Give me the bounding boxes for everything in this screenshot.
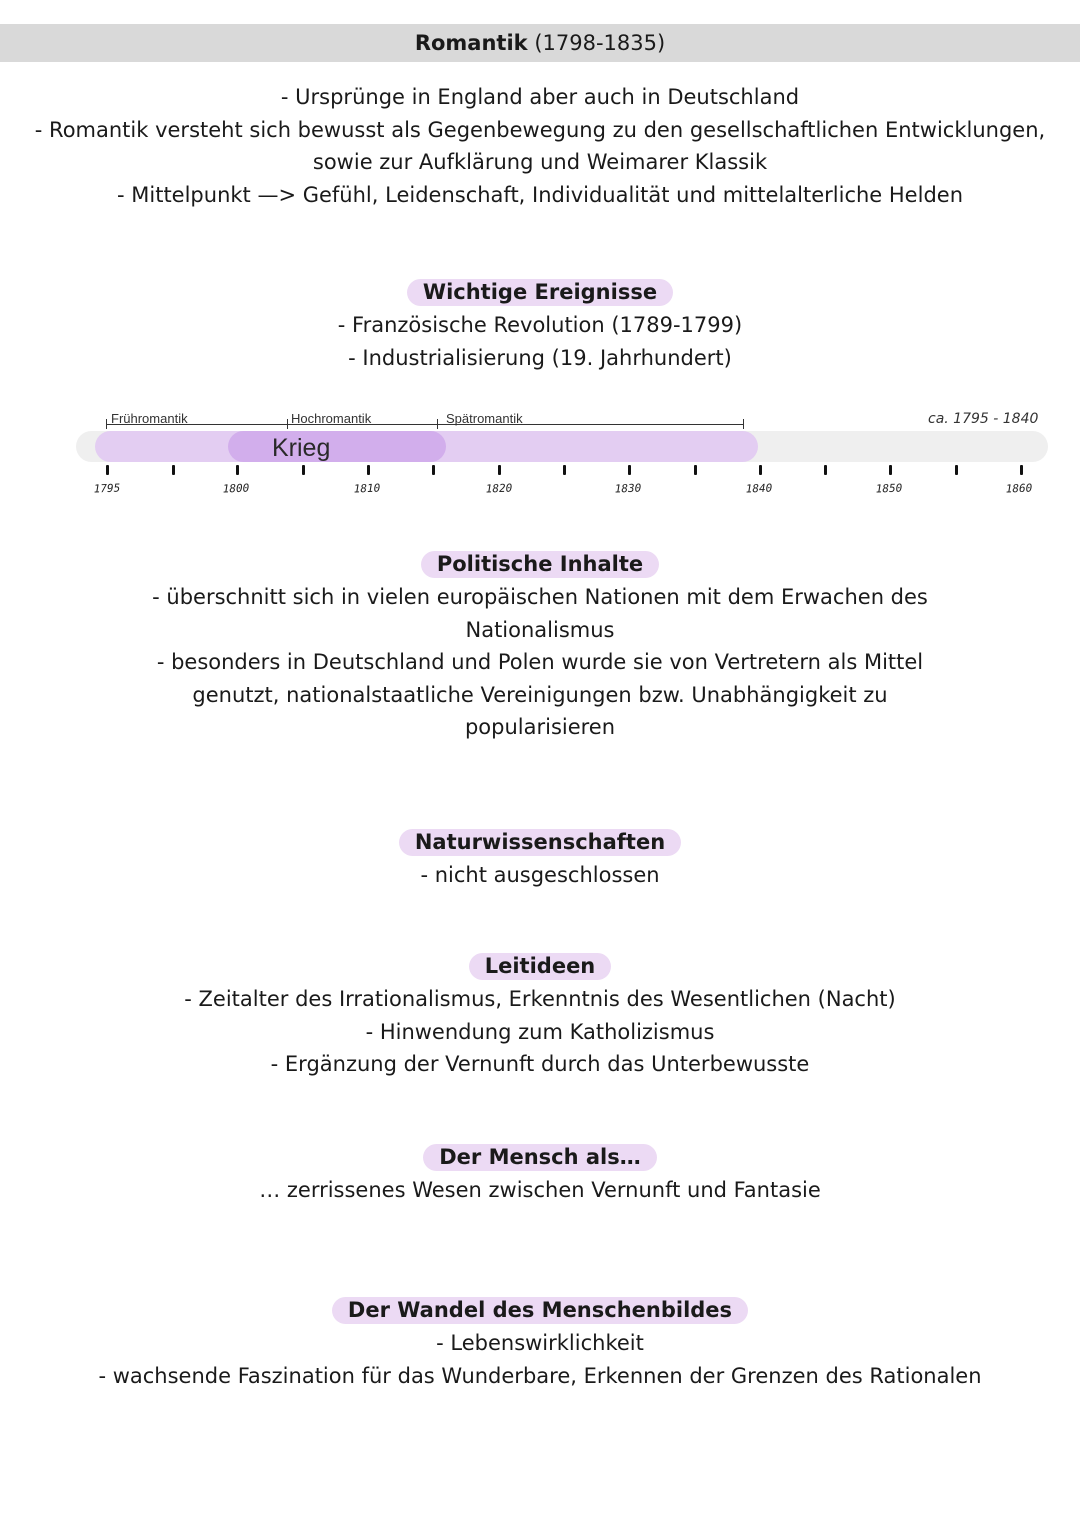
timeline-tick <box>694 465 697 475</box>
year-label: 1800 <box>222 481 250 496</box>
events-line: - Französische Revolution (1789-1799) <box>337 313 743 337</box>
timeline-tick <box>759 465 762 475</box>
change-line: - wachsende Faszination für das Wunderbare, Erkennen der Grenzen des Rationalen <box>98 1363 982 1388</box>
timeline-tick <box>824 465 827 475</box>
title-main: Romantik <box>414 31 528 55</box>
ideas-line: - Zeitalter des Irrationalismus, Erkenntnis des Wesentlichen (Nacht) <box>184 987 896 1011</box>
politics-line: - überschnitt sich in vielen europäischen Nationen mit dem Erwachen des <box>152 585 928 609</box>
period-divider <box>743 419 744 429</box>
year-label: 1860 <box>1005 481 1033 496</box>
timeline-tick <box>236 465 239 475</box>
science-section <box>0 826 1080 892</box>
period-label-fruehromantik: Frühromantik <box>111 411 188 426</box>
human-line: … zerrissenes Wesen zwischen Vernunft und Fantasie <box>259 1178 821 1202</box>
title-dates: (1798-1835) <box>527 31 666 55</box>
year-label: 1810 <box>353 481 381 496</box>
period-label-hochromantik: Hochromantik <box>291 411 372 426</box>
intro-line: - Romantik versteht sich bewusst als Gegenbewegung zu den gesellschaftlichen Entwicklungen, <box>34 117 1046 142</box>
year-label: 1850 <box>875 481 903 496</box>
politics-heading: Politische Inhalte <box>421 551 659 578</box>
human-section <box>0 1141 1080 1207</box>
science-line: - nicht ausgeschlossen <box>420 863 660 887</box>
timeline-tick <box>302 465 305 475</box>
timeline-tick <box>432 465 435 475</box>
timeline <box>0 400 1080 510</box>
intro-line: - Ursprünge in England aber auch in Deutschland <box>280 85 800 109</box>
period-divider <box>287 419 288 429</box>
timeline-tick <box>563 465 566 475</box>
year-label: 1820 <box>485 481 513 496</box>
change-line: - Lebenswirklichkeit <box>436 1331 644 1355</box>
page-title <box>0 24 1080 62</box>
timeline-tick <box>498 465 501 475</box>
timeline-tick <box>106 465 109 475</box>
intro-section <box>0 81 1080 211</box>
timeline-tick <box>172 465 175 475</box>
period-divider <box>106 419 107 429</box>
events-line: - Industrialisierung (19. Jahrhundert) <box>348 345 732 370</box>
year-label: 1830 <box>614 481 642 496</box>
year-label: 1840 <box>745 481 773 496</box>
ideas-section <box>0 950 1080 1081</box>
timeline-tick <box>628 465 631 475</box>
timeline-tick <box>367 465 370 475</box>
timeline-note: ca. 1795 - 1840 <box>928 411 1039 427</box>
science-heading: Naturwissenschaften <box>399 829 681 856</box>
intro-line: sowie zur Aufklärung und Weimarer Klassik <box>312 150 768 174</box>
events-heading: Wichtige Ereignisse <box>407 279 673 306</box>
period-label-spaetromantik: Spätromantik <box>446 411 523 426</box>
intro-line: - Mittelpunkt —> Gefühl, Leidenschaft, Individualität und mittelalterliche Helden <box>117 182 963 207</box>
ideas-heading: Leitideen <box>469 953 612 980</box>
ideas-line: - Hinwendung zum Katholizismus <box>365 1019 715 1044</box>
human-heading: Der Mensch als… <box>423 1144 657 1171</box>
politics-line: - besonders in Deutschland und Polen wurde sie von Vertretern als Mittel <box>156 650 924 674</box>
change-section <box>0 1294 1080 1392</box>
change-heading: Der Wandel des Menschenbildes <box>332 1297 748 1324</box>
politics-line: genutzt, nationalstaatliche Vereinigungen bzw. Unabhängigkeit zu <box>192 682 888 707</box>
timeline-tick <box>955 465 958 475</box>
politics-section <box>0 548 1080 744</box>
timeline-tick <box>889 465 892 475</box>
krieg-label: Krieg <box>272 434 331 462</box>
period-bracket <box>106 424 744 425</box>
period-divider <box>437 419 438 429</box>
politics-line: popularisieren <box>464 715 616 739</box>
krieg-highlight-bar <box>228 431 446 462</box>
year-label: 1795 <box>93 481 121 496</box>
ideas-line: - Ergänzung der Vernunft durch das Unterbewusste <box>270 1052 810 1076</box>
politics-line: Nationalismus <box>465 617 615 642</box>
timeline-tick <box>1020 465 1023 475</box>
events-section <box>0 276 1080 374</box>
